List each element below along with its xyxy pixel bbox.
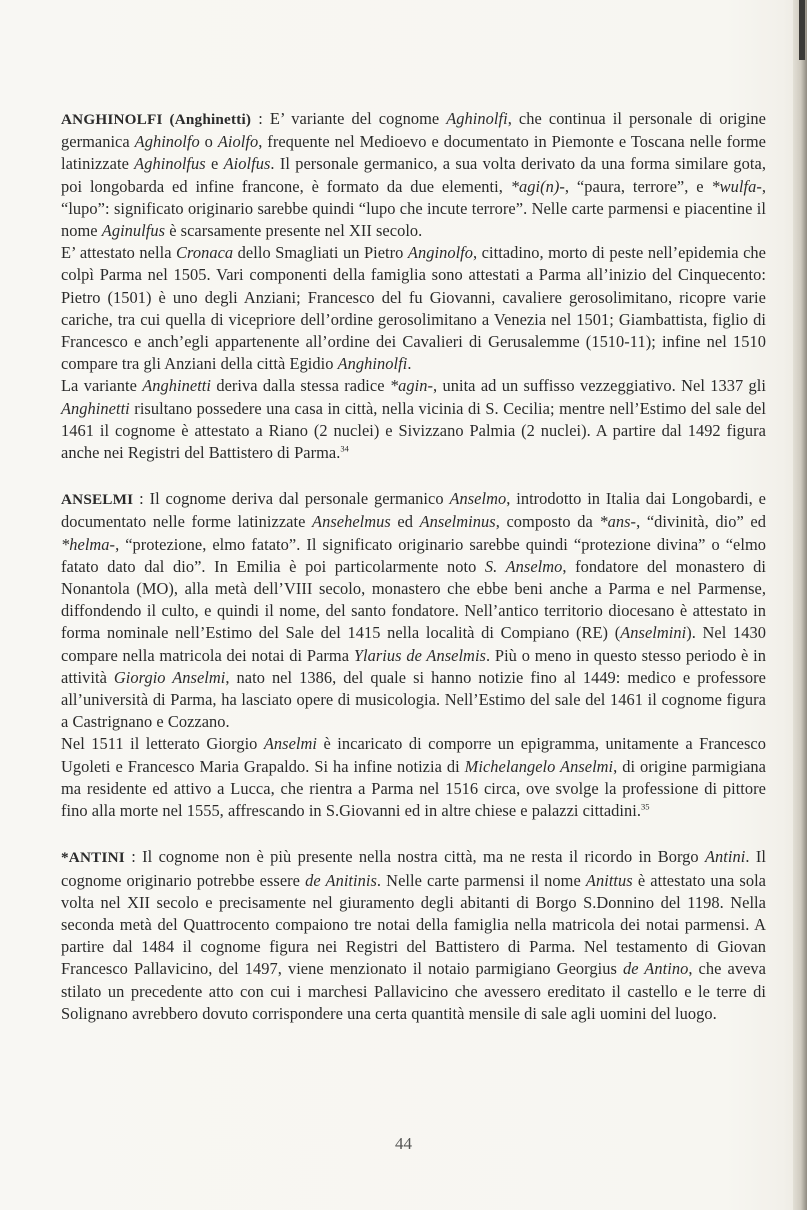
italic-term: Aghinolfo [134, 132, 200, 152]
text-run: , composto da [495, 512, 600, 532]
text-run: , “lupo”: significato originario sarebbe quindi “lupo che incute terrore”. Nelle carte parmensi e piacentine il nome [61, 176, 766, 241]
text-run: è scarsamente presente nel XII secolo. [165, 221, 423, 241]
text-run: : E’ variante del cognome [251, 109, 447, 128]
text-run: : Il cognome non è più presente nella nostra città, ma ne resta il ricordo in Borgo [124, 847, 705, 867]
italic-term: Michelangelo Anselmi [464, 756, 614, 776]
italic-term: Aghinolfus [134, 154, 206, 174]
text-run: , cittadino, morto di peste nell’epidemia che colpì Parma nel 1505. Vari componenti della famiglia sono attestati a Parma all’inizio del Cinquecento: Pietro (1501) è uno degli Anziani; Francesco del fu Giovanni, cavaliere gerosolimitano, ricopre varie cariche, tra cui quella di vicepriore dell’ordine gerosolimitano a Venezia nel 1501; Giambattista, figlio di Francesco e anch’egli appartenente all’ordine dei Cavalieri di Gerusalemme (1510-11); infine nel 1510 compare tra gli Anziani della città Egidio [61, 243, 766, 374]
text-run: . Il personale germanico, a sua volta derivato da una forma similare gota, poi longobarda ed infine francone, è formato da due elementi, [61, 154, 766, 196]
text-run: ). Nel 1430 compare nella matricola dei notai di Parma [61, 623, 766, 665]
italic-term: de Antino [622, 959, 689, 979]
italic-term: Anittus [585, 870, 633, 890]
italic-term: Aginulfus [101, 221, 166, 241]
text-run: è attestato una sola volta nel XII secolo e precisamente nel giuramento degli abitanti di Borgo S.Donnino del 1198. Nella seconda metà del Quattrocento compaiono tre notai della famiglia nella matricola dei notai parmensi. A partire dal 1484 il cognome figura nei Registri del Battistero di Parma. Nel testamento di Giovan Francesco Pallavicino, del 1497, viene menzionato il notaio parmigiano Georgius [61, 870, 766, 979]
binding-edge [799, 0, 805, 60]
text-run: . Nelle carte parmensi il nome [376, 870, 586, 890]
italic-term: S. Anselmo [484, 556, 563, 576]
text-run: ed [390, 512, 420, 532]
text-run: , fondatore del monastero di Nonantola (MO), alla metà dell’VIII secolo, monastero che ebbe beni anche a Parma e nel Parmense, diffondendo il culto, e quindi il nome, del santo fondatore. Nell’antico territorio diocesano è attestato in forma nominale nell’Estimo del Sale del 1415 nella località di Compiano (RE) ( [61, 556, 766, 643]
italic-term: de Anitinis [305, 870, 377, 890]
italic-term: Cronaca [176, 243, 234, 263]
entry-headword: ANGHINOLFI (Anghinetti) [61, 111, 252, 128]
text-run: La variante [61, 376, 143, 396]
page-number: 44 [395, 1134, 412, 1153]
italic-term: Anselmo [449, 489, 507, 509]
paragraph [61, 733, 766, 822]
text-run: Nel 1511 il letterato Giorgio [61, 734, 264, 754]
text-run: . [407, 354, 412, 374]
italic-term: Anginolfo [407, 243, 474, 263]
italic-term: Anghinolfi [337, 354, 408, 374]
italic-term: *wulfa- [711, 176, 762, 196]
italic-term: Anselmini [620, 623, 687, 643]
italic-term: Ansehelmus [312, 512, 391, 532]
text-run: , frequente nel Medioevo e documentato in Piemonte e Toscana nelle forme latinizzate [61, 132, 766, 174]
paragraph [61, 488, 766, 733]
text-run: , introdotto in Italia dai Longobardi, e documentato nelle forme latinizzate [61, 489, 766, 532]
italic-term: Anghinetti [61, 398, 130, 418]
entry-anghinolfi [61, 108, 766, 464]
text-run: : Il cognome deriva dal personale germanico [133, 489, 450, 509]
text-run: , nato nel 1386, del quale si hanno notizie fino al 1449: medico e professore all’università di Parma, ha lasciato opere di musicologia. Nell’Estimo del sale del 1461 il cognome figura a Castrignano e Cozzano. [61, 667, 766, 732]
italic-term: *agin- [389, 376, 433, 396]
text-run: o [199, 132, 218, 152]
italic-term: Antini [705, 847, 746, 867]
entry-anselmi [61, 488, 766, 822]
text-run: . Il cognome originario potrebbe essere [61, 847, 766, 890]
text-run: dello Smagliati un Pietro [233, 243, 408, 263]
italic-term: *ans- [599, 512, 637, 532]
paragraph [61, 242, 766, 375]
footnote-marker: 34 [340, 443, 349, 454]
entry-headword: ANSELMI [61, 491, 134, 509]
text-run: deriva dalla stessa radice [211, 376, 390, 396]
text-run: , “protezione, elmo fatato”. Il significato originario sarebbe quindi “protezione divina” o “elmo fatato dato dal dio”. In Emilia è poi particolarmente noto [61, 534, 766, 576]
text-run: , unita ad un suffisso vezzeggiativo. Nel 1337 gli [433, 376, 767, 396]
italic-term: *helma- [61, 534, 116, 554]
paragraph [61, 846, 766, 1025]
paragraph [61, 108, 766, 242]
paragraph [61, 375, 766, 464]
text-run: , “divinità, dio” ed [636, 512, 766, 532]
text-run: è incaricato di comporre un epigramma, unitamente a Francesco Ugoleti e Francesco Maria Grapaldo. Si ha infine notizia di [61, 734, 766, 776]
italic-term: Aiolfus [223, 154, 271, 174]
italic-term: *agi(n)- [510, 176, 565, 196]
entry-headword: *ANTINI [61, 849, 125, 867]
italic-term: Aghinolfi [446, 109, 508, 128]
italic-term: Anghinetti [142, 376, 212, 396]
italic-term: Anselmi [263, 734, 318, 754]
italic-term: Giorgio Anselmi [113, 667, 226, 687]
text-run: , di origine parmigiana ma residente ed attivo a Lucca, che rientra a Parma nel 1516 circa, ove svolge la professione di pittore fino alla morte nel 1555, affrescando in S.Giovanni ed in altre chiese e palazzi cittadini. [61, 756, 766, 821]
entry-antini [61, 846, 766, 1025]
book-spine-shadow [793, 0, 807, 1210]
text-run: , che aveva stilato un precedente atto con cui i marchesi Pallavicino che avessero ereditato il castello e le terre di Solignano avrebbero dovuto corrispondere una certa quantità mensile di sale agli uomini del luogo. [61, 959, 766, 1023]
text-run: , “paura, terrore”, e [564, 176, 712, 196]
italic-term: Aiolfo [217, 132, 259, 152]
italic-term: Ylarius de Anselmis [353, 645, 486, 665]
text-run: , che continua il personale di origine germanica [61, 109, 766, 152]
text-body [61, 108, 766, 1049]
text-run: . Più o meno in questo stesso periodo è in attività [61, 645, 767, 687]
text-run: risultano possedere una casa in città, nella vicinia di S. Cecilia; mentre nell’Estimo del sale del 1461 il cognome è attestato a Riano (2 nuclei) e Sivizzano Palmia (2 nuclei). A partire dal 1492 figura anche nei Registri del Battistero di Parma. [61, 398, 766, 463]
footnote-marker: 35 [641, 801, 650, 812]
text-run: e [205, 154, 224, 174]
italic-term: Anselminus [419, 512, 496, 532]
text-run: E’ attestato nella [61, 243, 177, 263]
